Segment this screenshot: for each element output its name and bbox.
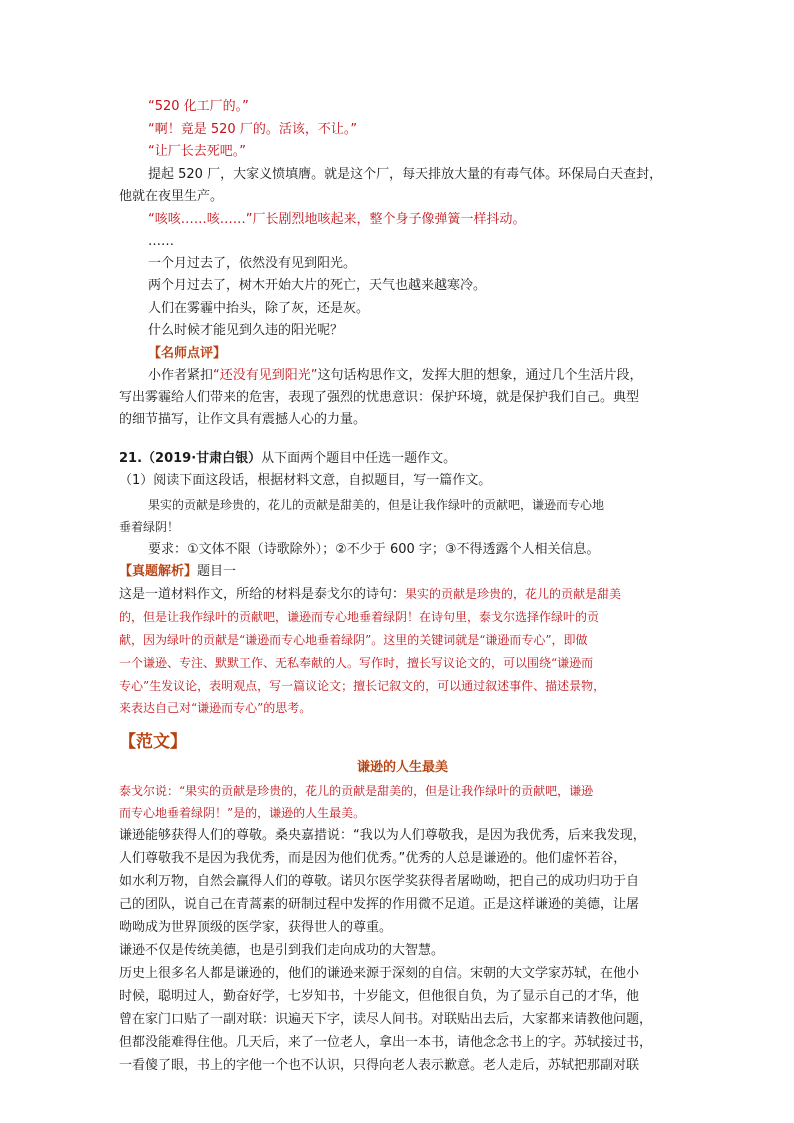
paragraph-line: 两个月过去了，树木开始大片的死亡，天气也越来越寒冷。 — [148, 278, 487, 293]
material-line-1: 果实的贡献是珍贵的，花儿的贡献是甜美的，但是让我作绿叶的贡献吧，谦逊而专心地 — [148, 498, 605, 512]
essay-line: 呦呦成为世界顶级的医学家，获得世人的尊重。 — [119, 920, 393, 935]
essay-line: 时候，聪明过人，勤奋好学，七岁知书，十岁能文，但他很自负，为了显示自己的才华，他 — [119, 989, 640, 1004]
question-number: 21. — [119, 451, 143, 466]
essay-line: 谦逊能够获得人们的尊敬。桑央嘉措说：“我以为人们尊敬我，是因为我优秀，后来我发现， — [119, 828, 646, 843]
comment-text: 小作者紧扣 — [148, 368, 214, 383]
comment-line-3: 的细节描写，让作文具有震撼人心的力量。 — [119, 412, 367, 427]
essay-line: 人们尊敬我不是因为我优秀，而是因为他们优秀。”优秀的人总是谦逊的。他们虚怀若谷， — [119, 851, 627, 866]
requirements: 要求：①文体不限（诗歌除外）；②不少于 600 字；③不得透露个人相关信息。 — [148, 542, 600, 557]
essay-title: 谦逊的人生最美 — [357, 760, 449, 775]
analysis-line-4: 一个谦逊、专注、默默工作、无私奉献的人。写作时，擅长写议论文的，可以围绕“谦逊而 — [119, 656, 594, 670]
paragraph-line: 他就在夜里生产。 — [119, 189, 224, 204]
essay-opening-1: 泰戈尔说：“果实的贡献是珍贵的，花儿的贡献是甜美的，但是让我作绿叶的贡献吧，谦逊 — [119, 784, 594, 798]
paragraph-line: 什么时候才能见到久违的阳光呢？ — [148, 323, 344, 338]
paragraph-line: 人们在雾霾中抬头，除了灰，还是灰。 — [148, 301, 370, 316]
essay-line: 历史上很多名人都是谦逊的，他们的谦逊来源于深刻的自信。宋朝的大文学家苏轼，在他小 — [119, 966, 640, 981]
quote-line-3: “让厂长去死吧。” — [148, 144, 246, 159]
paragraph-line: 提起 520 厂，大家义愤填膺。就是这个厂，每天排放大量的有毒气体。环保局白天查封， — [148, 167, 663, 182]
essay-opening-2: 而专心地垂着绿阴！”是的，谦逊的人生最美。 — [119, 806, 366, 820]
analysis-heading — [119, 562, 236, 582]
essay-line: 但都没能难得住他。几天后，来了一位老人，拿出一本书，请他念念书上的字。苏轼接过书， — [119, 1035, 653, 1050]
ellipsis-line: …… — [148, 234, 174, 249]
essay-line: 如水利万物，自然会赢得人们的尊敬。诺贝尔医学奖获得者屠呦呦，把自己的成功归功于自 — [119, 874, 640, 889]
question-prompt: 从下面两个题目中任选一题作文。 — [261, 451, 457, 466]
essay-line: 己的团队，说自己在青蒿素的研制过程中发挥的作用微不足道。正是这样谦逊的美德，让屠 — [119, 897, 640, 912]
question-21-heading — [119, 449, 456, 469]
sub-question-1: （1）阅读下面这段话，根据材料文意，自拟题目，写一篇作文。 — [119, 473, 492, 488]
essay-line: 谦逊不仅是传统美德，也是引到我们走向成功的大智慧。 — [119, 943, 445, 958]
comment-line-2: 写出雾霾给人们带来的危害，表现了强烈的忧患意识：保护环境，就是保护我们自己。典型 — [119, 390, 640, 405]
analysis-quote: 果实的贡献是珍贵的，花儿的贡献是甜美 — [405, 587, 622, 601]
analysis-line-5: 专心”生发议论，表明观点，写一篇议论文；擅长记叙文的，可以通过叙述事件、描述景物， — [119, 679, 606, 693]
comment-line-1 — [148, 366, 643, 386]
comment-quote: “还没有见到阳光” — [213, 368, 318, 383]
analysis-label: 【真题解析】 — [119, 564, 198, 579]
analysis-line-6: 来表达自己对“谦逊而专心”的思考。 — [119, 701, 312, 715]
question-source: （2019·甘肃白银） — [142, 451, 262, 466]
essay-line: 一看傻了眼，书上的字他一个也不认识，只得向老人表示歉意。老人走后，苏轼把那副对联 — [119, 1058, 640, 1073]
analysis-topic: 题目一 — [197, 564, 237, 579]
quote-line-1: “520 化工厂的。” — [148, 99, 249, 114]
essay-line: 曾在家门口贴了一副对联：识遍天下字，读尽人间书。对联贴出去后，大家都来请教他问题， — [119, 1012, 653, 1027]
comment-text: 这句话构思作文，发挥大胆的想象，通过几个生活片段， — [317, 368, 643, 383]
analysis-text: 这是一道材料作文，所给的材料是泰戈尔的诗句： — [119, 587, 406, 602]
model-essay-label: 【范文】 — [119, 732, 187, 752]
paragraph-line: 一个月过去了，依然没有见到阳光。 — [148, 256, 357, 271]
cough-line: “咳咳……咳……”厂长剧烈地咳起来，整个身子像弹簧一样抖动。 — [148, 212, 526, 227]
analysis-line-1 — [119, 584, 621, 605]
material-line-2: 垂着绿阴！ — [119, 520, 180, 534]
analysis-line-3: 献，因为绿叶的贡献是“谦逊而专心地垂着绿阴”。这里的关键词就是“谦逊而专心”，即做 — [119, 633, 588, 647]
analysis-line-2: 的，但是让我作绿叶的贡献吧，谦逊而专心地垂着绿阴！在诗句里，泰戈尔选择作绿叶的贡 — [119, 610, 600, 624]
comment-label: 【名师点评】 — [148, 346, 227, 361]
quote-line-2: “啊！竟是 520 厂的。活该，不让。” — [148, 122, 358, 137]
